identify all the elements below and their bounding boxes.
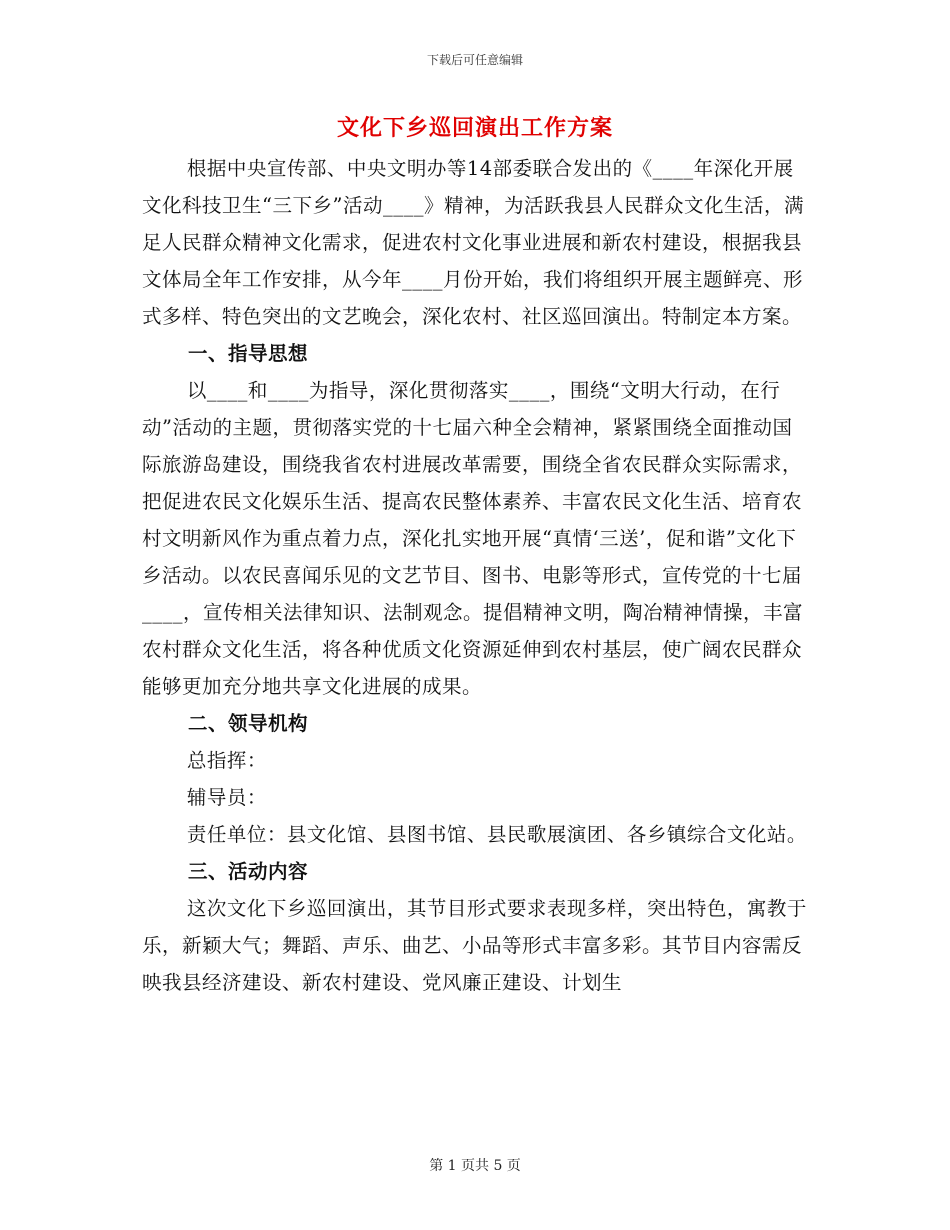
document-body xyxy=(142,150,808,1001)
page-header-note: 下载后可任意编辑 xyxy=(426,53,523,67)
section-heading-guiding-ideology: 一、指导思想 xyxy=(188,342,309,365)
activity-content-paragraph: 这次文化下乡巡回演出，其节目形式要求表现多样，突出特色，寓教于乐，新颖大气；舞蹈、声乐、曲艺、小品等形式丰富多彩。其节目内容需反映我县经济建设、新农村建设、党风廉正建设、计划生 xyxy=(142,897,807,994)
intro-paragraph: 根据中央宣传部、中央文明办等14部委联合发出的《____年深化开展文化科技卫生“三下乡”活动____》精神，为活跃我县人民群众文化生活，满足人民群众精神文化需求，促进农村文化事业进展和新农村建设，根据我县文体局全年工作安排，从今年____月份开始，我们将组织开展主题鲜亮、形式多样、特色突出的文艺晚会，深化农村、社区巡回演出。特制定本方案。 xyxy=(142,157,804,328)
page-number: 第 1 页共 5 页 xyxy=(429,1158,521,1174)
instructor-line: 辅导员： xyxy=(186,786,267,809)
commander-line: 总指挥： xyxy=(186,749,267,772)
responsible-units-paragraph: 责任单位：县文化馆、县图书馆、县民歌展演团、各乡镇综合文化站。 xyxy=(186,823,807,846)
section-heading-activity-content: 三、活动内容 xyxy=(188,860,309,883)
section-heading-leadership: 二、领导机构 xyxy=(188,712,309,735)
document-title: 文化下乡巡回演出工作方案 xyxy=(336,115,613,141)
guiding-ideology-paragraph: 以____和____为指导，深化贯彻落实____，围绕“文明大行动，在行动”活动的主题，贯彻落实党的十七届六种全会精神，紧紧围绕全面推动国际旅游岛建设，围绕我省农村进展改革需要，围绕全省农民群众实际需求，把促进农民文化娱乐生活、提高农民整体素养、丰富农民文化生活、培育农村文明新风作为重点着力点，深化扎实地开展“真情‘三送’，促和谐”文化下乡活动。以农民喜闻乐见的文艺节目、图书、电影等形式，宣传党的十七届____，宣传相关法律知识、法制观念。提倡精神文明，陶冶精神情操，丰富农村群众文化生活，将各种优质文化资源延伸到农村基层，使广阔农民群众能够更加充分地共享文化进展的成果。 xyxy=(142,379,804,698)
